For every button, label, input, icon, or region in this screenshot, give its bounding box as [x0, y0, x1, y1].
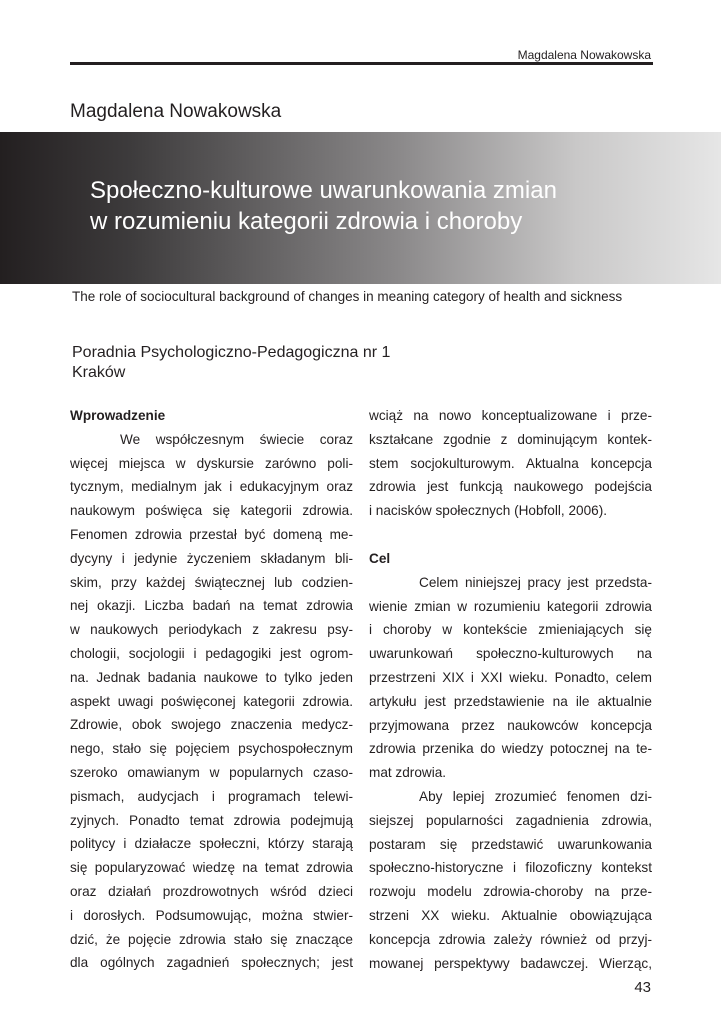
article-title	[90, 175, 670, 237]
text-line: koncepcja zdrowia zależy również od przyj-	[369, 931, 652, 947]
text-line: naukowym poświęca się kategorii zdrowia.	[70, 503, 353, 519]
right-column	[369, 404, 652, 975]
text-line: i choroby w kontekście zmieniających się	[369, 622, 652, 638]
text-line: mat zdrowia.	[369, 765, 447, 781]
affiliation	[72, 343, 390, 383]
text-line: się popularyzować wiedzę na temat zdrowia	[70, 860, 353, 876]
section-heading-introduction: Wprowadzenie	[70, 408, 166, 423]
text-line: artykułu jest przedstawienie na ile aktualnie	[369, 693, 652, 709]
text-line: siejszej popularności zagadnienia zdrowia,	[369, 812, 652, 828]
text-line: Zdrowie, obok swojego znaczenia medycz-	[70, 717, 353, 733]
text-line: dycyny i jedynie życzeniem składanym bli-	[70, 550, 353, 566]
header-rule	[70, 62, 653, 65]
text-line: więcej miejsca w dyskursie zarówno poli-	[70, 455, 353, 471]
text-line: strzeni XX wieku. Aktualnie obowiązująca	[369, 907, 652, 923]
text-line: stem socjokulturowym. Aktualna koncepcja	[369, 455, 652, 471]
text-line: na. Jednak badania naukowe to tylko jeden	[70, 669, 353, 685]
goal-paragraph-2	[369, 785, 652, 975]
text-line: pismach, audycjach i programach telewi-	[70, 788, 353, 804]
left-column	[70, 404, 353, 975]
text-line: zdrowia jest funkcją naukowego podejścia	[369, 479, 652, 495]
text-line: Aby lepiej zrozumieć fenomen dzi-	[419, 788, 652, 804]
text-line: nej okazji. Liczba badań na temat zdrowia	[70, 598, 353, 614]
text-line: społeczno-historyczne i filozoficzny kontekst	[369, 860, 652, 876]
goal-paragraph-1	[369, 571, 652, 785]
text-line: i nacisków społecznych (Hobfoll, 2006).	[369, 503, 608, 519]
text-line: zyjnych. Ponadto temat zdrowia podejmują	[70, 812, 353, 828]
title-line-1: Społeczno-kulturowe uwarunkowania zmian	[90, 177, 557, 204]
text-line: uwarunkowań społeczno-kulturowych na	[369, 646, 652, 662]
text-line: dla ogólnych zagadnień społecznych; jest	[70, 955, 353, 971]
text-line: dzić, że pojęcie zdrowia stało się znaczące	[70, 931, 353, 947]
text-line: szeroko omawianym w popularnych czaso-	[70, 764, 353, 780]
text-line: skim, przy każdej świątecznej lub codzien-	[70, 574, 353, 590]
text-line: Celem niniejszej pracy jest przedsta-	[419, 574, 652, 590]
title-line-2: w rozumieniu kategorii zdrowia i choroby	[90, 208, 523, 235]
paragraph-spacer	[369, 523, 652, 547]
text-line: tycznym, medialnym jak i edukacyjnym oraz	[70, 479, 353, 495]
affiliation-institution: Poradnia Psychologiczno-Pedagogiczna nr 1	[72, 344, 391, 361]
text-line: nego, stało się pojęciem psychospołecznym	[70, 741, 353, 757]
text-line: przyjmowana przez naukowców koncepcja	[369, 717, 652, 733]
text-line: przestrzeni XIX i XXI wieku. Ponadto, celem	[369, 669, 652, 685]
page-number: 43	[634, 979, 651, 996]
text-line: kształcane zgodnie z dominującym kontek-	[369, 431, 652, 447]
affiliation-city: Kraków	[72, 364, 126, 381]
continuation-paragraph	[369, 404, 652, 523]
text-line: zdrowia przenika do wiedzy potocznej na te-	[369, 741, 652, 757]
running-head: Magdalena Nowakowska	[517, 48, 651, 62]
text-line: wienie zmian w rozumieniu kategorii zdrowia	[369, 598, 652, 614]
text-line: chologii, socjologii i pedagogiki jest ogrom-	[70, 645, 353, 661]
text-line: aspekt uwagi poświęconej kategorii zdrowia.	[70, 693, 353, 709]
text-line: mowanej perspektywy badawczej. Wierząc,	[369, 955, 652, 971]
english-subtitle: The role of sociocultural background of changes in meaning category of health and sickness	[72, 289, 623, 304]
text-line: oraz działań prozdrowotnych wśród dzieci	[70, 883, 353, 899]
section-heading-goal: Cel	[369, 550, 391, 566]
author-name: Magdalena Nowakowska	[70, 101, 282, 122]
text-line: postaram się przedstawić uwarunkowania	[369, 836, 652, 852]
text-line: i dorosłych. Podsumowując, można stwier-	[70, 907, 353, 923]
text-line: We współczesnym świecie coraz	[120, 431, 353, 447]
text-line: Fenomen zdrowia przestał być domeną me-	[70, 526, 353, 542]
text-line: w naukowych periodykach z zakresu psy-	[70, 622, 353, 638]
text-line: rozwoju modelu zdrowia-choroby na prze-	[369, 884, 652, 900]
text-line: politycy i działacze społeczni, którzy starają	[70, 836, 353, 852]
text-line: wciąż na nowo konceptualizowane i prze-	[369, 408, 652, 423]
introduction-paragraph	[70, 428, 353, 975]
